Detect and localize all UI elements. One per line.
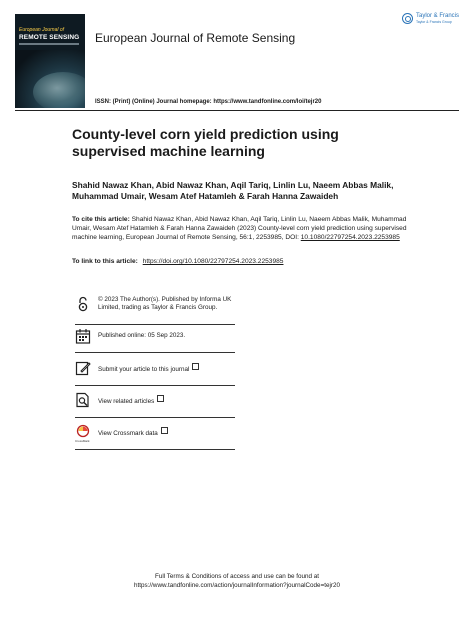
row-divider — [75, 449, 235, 450]
citation-block — [72, 216, 412, 242]
row-divider — [75, 352, 235, 353]
citation-text: Shahid Nawaz Khan, Abid Nawaz Khan, Aqil Tariq, Linlin Lu, Naeem Abbas Malik, Muhammad Umair, Wesam Atef Hatamleh & Farah Hanna Zawaideh (2023) County-level corn yield prediction using supervised machine learning, European Journal of Remote Sensing, 56:1, 2253985, DOI: — [72, 216, 407, 241]
row-divider — [75, 324, 235, 325]
article-doi-url[interactable]: https://doi.org/10.1080/22797254.2023.2253985 — [142, 258, 284, 265]
footer-terms-link[interactable]: https://www.tandfonline.com/action/journalInformation?journalCode=tejr20 — [134, 581, 340, 589]
cover-subtitle-bar — [19, 43, 79, 45]
logo-mark — [402, 13, 413, 24]
article-title: County-level corn yield prediction using supervised machine learning — [72, 126, 339, 159]
crossmark-icon-label: CrossMark — [75, 439, 90, 443]
external-link-icon — [192, 363, 199, 370]
taylor-francis-logo-icon[interactable] — [402, 12, 462, 30]
crossmark-icon — [75, 424, 91, 440]
edit-icon — [75, 360, 91, 376]
logo-text: Taylor & Francis — [416, 13, 460, 19]
related-articles-label: View related articles — [98, 398, 155, 405]
crossmark-link[interactable] — [98, 428, 168, 438]
journal-cover — [15, 14, 85, 108]
header-divider — [15, 110, 459, 111]
row-divider — [75, 417, 235, 418]
article-link-block — [72, 258, 283, 265]
related-articles-link[interactable] — [98, 396, 164, 406]
cover-earth-highlight — [33, 72, 85, 108]
submit-article-link[interactable] — [98, 364, 199, 374]
citation-label: To cite this article: — [72, 216, 130, 223]
view-articles-icon — [75, 392, 91, 408]
row-divider — [75, 385, 235, 386]
citation-doi-link[interactable]: 10.1080/22797254.2023.2253985 — [300, 233, 400, 241]
external-link-icon — [161, 427, 168, 434]
published-date-text: Published online: 05 Sep 2023. — [98, 332, 186, 339]
footer-line1: Full Terms & Conditions of access and use can be found at — [154, 573, 320, 580]
calendar-icon — [75, 328, 91, 344]
journal-name: European Journal of Remote Sensing — [95, 31, 296, 45]
issn-homepage-line[interactable]: ISSN: (Print) (Online) Journal homepage: https://www.tandfonline.com/loi/tejr20 — [95, 99, 322, 105]
logo-subtext: Taylor & Francis Group — [416, 20, 452, 24]
footer-terms — [0, 573, 474, 590]
submit-article-label: Submit your article to this journal — [98, 366, 190, 373]
article-authors: Shahid Nawaz Khan, Abid Nawaz Khan, Aqil Tariq, Linlin Lu, Naeem Abbas Malik, Muhammad Umair, Wesam Atef Hatamleh & Farah Hanna Zawaideh — [72, 180, 394, 201]
link-label: To link to this article: — [72, 258, 138, 265]
cover-title-line1: European Journal of — [19, 27, 65, 33]
cover-title-line2: REMOTE SENSING — [19, 34, 80, 41]
license-text: © 2023 The Author(s). Published by Informa UK Limited, trading as Taylor & Francis Group. — [98, 296, 232, 311]
open-access-icon — [75, 296, 91, 312]
external-link-icon — [157, 395, 164, 402]
crossmark-label: View Crossmark data — [98, 430, 158, 437]
